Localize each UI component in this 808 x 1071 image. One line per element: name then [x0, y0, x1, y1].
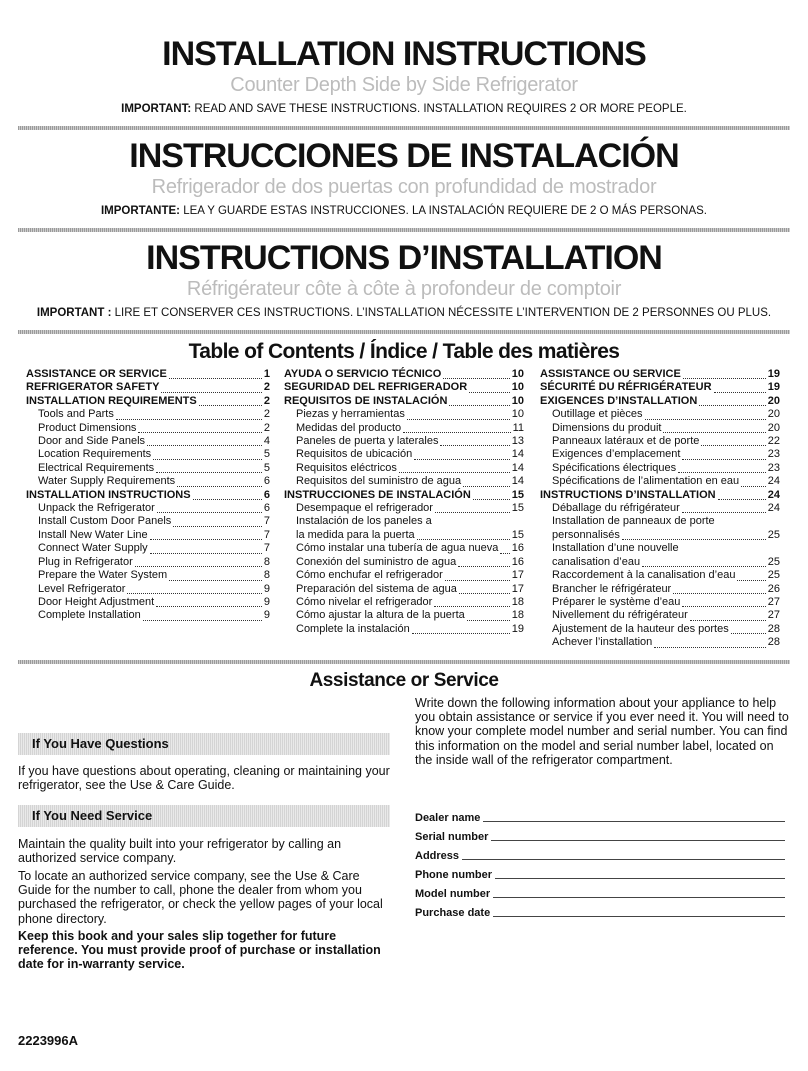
toc-entry-page: 8 [263, 555, 270, 568]
info-field-label: Phone number [415, 869, 493, 881]
toc-entry-page: 9 [263, 609, 270, 622]
dot-leader [678, 472, 766, 473]
dot-leader [150, 539, 262, 540]
toc-entry-label: Level Refrigerator [38, 582, 126, 595]
dot-leader [199, 405, 262, 406]
info-field-label: Serial number [415, 831, 489, 843]
dot-leader [135, 566, 262, 567]
toc-entry-page: 7 [263, 515, 270, 528]
toc-entry [26, 542, 270, 555]
toc-entry-page: 28 [767, 622, 780, 635]
divider [18, 126, 790, 130]
toc-entry-page: 25 [767, 528, 780, 541]
toc-entry [540, 636, 780, 649]
toc-entry [540, 515, 780, 528]
dot-leader [153, 459, 262, 460]
info-field-line[interactable] [493, 916, 785, 917]
dot-leader [467, 620, 510, 621]
dot-leader [435, 512, 510, 513]
subtitle-en: Counter Depth Side by Side Refrigerator [230, 74, 578, 96]
toc-entry-label: Preparación del sistema de agua [296, 582, 457, 595]
title-en: INSTALLATION INSTRUCTIONS [162, 35, 646, 73]
dot-leader [445, 580, 510, 581]
toc-entry-label: Requisitos del suministro de agua [296, 475, 462, 488]
dot-leader [138, 432, 261, 433]
dot-leader [682, 459, 765, 460]
toc-entry [26, 596, 270, 609]
dot-leader [412, 633, 510, 634]
dot-leader [414, 459, 510, 460]
toc-entry-label: Requisitos eléctricos [296, 461, 397, 474]
info-field-line[interactable] [493, 897, 785, 898]
toc-entry-label: Electrical Requirements [38, 461, 155, 474]
toc-entry-page: 9 [263, 595, 270, 608]
toc-entry-label: EXIGENCES D’INSTALLATION [540, 394, 698, 407]
toc-entry [540, 596, 780, 609]
toc-entry-label: Cómo instalar una tubería de agua nueva [296, 542, 499, 555]
toc-entry-page: 7 [263, 542, 270, 555]
info-field-line[interactable] [483, 821, 785, 822]
toc-entry-label: Plug in Refrigerator [38, 555, 133, 568]
toc-entry [284, 381, 524, 394]
dot-leader [177, 486, 262, 487]
toc-entry [284, 583, 524, 596]
toc-entry-page: 15 [511, 488, 524, 501]
dot-leader [440, 445, 509, 446]
toc-entry [26, 489, 270, 502]
toc-entry [26, 435, 270, 448]
assistance-title: Assistance or Service [309, 670, 499, 691]
toc-entry-page: 10 [511, 381, 524, 394]
toc-entry-page: 2 [263, 394, 270, 407]
toc-entry-page: 8 [263, 569, 270, 582]
toc-entry-page: 19 [511, 622, 524, 635]
toc-entry-label: Achever l’installation [552, 636, 653, 649]
header-en [18, 36, 790, 116]
toc-entry-label: Nivellement du réfrigérateur [552, 609, 688, 622]
dot-leader [458, 566, 510, 567]
dot-leader [116, 419, 262, 420]
toc-entry-label: Tools and Parts [38, 408, 114, 421]
toc-entry-label: Complete Installation [38, 609, 141, 622]
toc-entry-label: Prepare the Water System [38, 569, 168, 582]
dot-leader [473, 499, 510, 500]
toc-entry-label: Connect Water Supply [38, 542, 148, 555]
toc-entry-label: Cómo nivelar el refrigerador [296, 595, 433, 608]
important-en [18, 102, 790, 116]
info-text: Write down the following information about your appliance to help you obtain assistance or service if you ever need it. You will need to know your complete model number and serial number. You can find this information on the model and serial number label, located on the inside wall of the refrigerator compartment. [415, 696, 789, 767]
toc-entry-label: Installation d’une nouvelle [552, 542, 679, 555]
toc-entry-label: Complete la instalación [296, 622, 410, 635]
toc-entry [540, 542, 780, 555]
dot-leader [682, 512, 766, 513]
toc-entry-label: Panneaux latéraux et de porte [552, 435, 700, 448]
toc-entry-label: Requisitos de ubicación [296, 448, 413, 461]
toc-entry-page: 17 [511, 582, 524, 595]
info-field [415, 888, 785, 900]
toc-entry [540, 395, 780, 408]
toc-entry [26, 609, 270, 622]
toc-entry [540, 408, 780, 421]
toc-entry-label: REFRIGERATOR SAFETY [26, 381, 160, 394]
toc-entry-label: Préparer le système d’eau [552, 595, 681, 608]
toc-entry-page: 18 [511, 609, 524, 622]
toc-entry [284, 395, 524, 408]
toc-entry-page: 10 [511, 408, 524, 421]
dot-leader [403, 432, 510, 433]
toc-entry [26, 475, 270, 488]
toc-entry-label: Product Dimensions [38, 421, 137, 434]
toc-entry [540, 623, 780, 636]
toc-column-fr [540, 368, 780, 650]
toc-entry-page: 20 [767, 408, 780, 421]
toc-entry [26, 515, 270, 528]
toc-entry [284, 489, 524, 502]
important-label-es: IMPORTANTE: [100, 205, 180, 217]
toc-entry-label: SÉCURITÉ DU RÉFRIGÉRATEUR [540, 381, 712, 394]
toc-entry [284, 422, 524, 435]
toc-entry [284, 542, 524, 555]
toc-entry-page: 6 [263, 488, 270, 501]
toc-entry-label: Outillage et pièces [552, 408, 643, 421]
dot-leader [714, 392, 766, 393]
dot-leader [645, 419, 766, 420]
toc-entry-label: Instalación de los paneles a [296, 515, 432, 528]
info-field-label: Model number [415, 888, 491, 900]
dot-leader [161, 392, 261, 393]
toc-entry-page: 28 [767, 636, 780, 649]
info-field-label: Purchase date [415, 907, 491, 919]
toc-entry [26, 583, 270, 596]
toc-entry-page: 2 [263, 381, 270, 394]
info-field [415, 850, 785, 862]
important-es [18, 204, 790, 218]
dot-leader [699, 405, 765, 406]
toc-entry-label: INSTALLATION REQUIREMENTS [26, 394, 197, 407]
toc-entry-label: Door Height Adjustment [38, 595, 155, 608]
toc-entry [284, 502, 524, 515]
dot-leader [463, 486, 510, 487]
questions-heading [18, 733, 390, 755]
toc-entry-page: 24 [767, 488, 780, 501]
toc-entry-page: 5 [263, 461, 270, 474]
important-label-en: IMPORTANT: [121, 103, 192, 115]
toc-entry [26, 569, 270, 582]
dot-leader [156, 472, 262, 473]
toc-entry [284, 596, 524, 609]
toc-entry-page: 23 [767, 448, 780, 461]
toc-entry [540, 556, 780, 569]
dot-leader [169, 378, 262, 379]
toc-entry [284, 462, 524, 475]
toc-entry-page: 14 [511, 448, 524, 461]
toc-entry-label: Conexión del suministro de agua [296, 555, 457, 568]
toc-entry [540, 609, 780, 622]
toc-entry-label: Water Supply Requirements [38, 475, 176, 488]
important-fr [18, 306, 790, 320]
toc-entry-label: la medida para la puerta [296, 528, 415, 541]
toc-entry-page: 2 [263, 408, 270, 421]
toc-entry-page: 9 [263, 582, 270, 595]
toc-entry-label: Install Custom Door Panels [38, 515, 172, 528]
toc-entry-label: canalisation d’eau [552, 555, 641, 568]
dot-leader [173, 526, 262, 527]
toc-entry-page: 25 [767, 555, 780, 568]
toc-entry [540, 422, 780, 435]
toc-entry [540, 368, 780, 381]
toc-entry-label: Spécifications électriques [552, 461, 677, 474]
toc-entry-page: 5 [263, 448, 270, 461]
dot-leader [741, 486, 766, 487]
toc-entry [540, 381, 780, 394]
toc-entry [284, 515, 524, 528]
toc-entry-label: Déballage du réfrigérateur [552, 502, 680, 515]
dot-leader [673, 593, 766, 594]
toc-entry-page: 18 [511, 595, 524, 608]
info-field [415, 907, 785, 919]
toc-entry-label: Ajustement de la hauteur des portes [552, 622, 729, 635]
toc-entry [26, 381, 270, 394]
toc-entry-label: REQUISITOS DE INSTALACIÓN [284, 394, 448, 407]
toc-entry [540, 462, 780, 475]
dot-leader [143, 620, 262, 621]
toc-entry-page: 24 [767, 475, 780, 488]
service-heading [18, 805, 390, 827]
dot-leader [682, 606, 765, 607]
important-text-es: LEA Y GUARDE ESTAS INSTRUCCIONES. LA INSTALACIÓN REQUIERE DE 2 O MÁS PERSONAS. [180, 205, 708, 217]
toc-entry [26, 368, 270, 381]
toc-entry-label: Brancher le réfrigérateur [552, 582, 672, 595]
dot-leader [156, 606, 262, 607]
toc-column-es [284, 368, 524, 636]
info-field [415, 869, 785, 881]
divider [18, 228, 790, 232]
dot-leader [622, 539, 766, 540]
toc-entry-label: SEGURIDAD DEL REFRIGERADOR [284, 381, 468, 394]
toc-entry-label: Installation de panneaux de porte [552, 515, 715, 528]
toc-entry-page: 16 [511, 542, 524, 555]
document-number: 2223996A [18, 1033, 78, 1048]
toc-entry-page: 20 [767, 421, 780, 434]
toc-entry-label: ASSISTANCE OR SERVICE [26, 368, 167, 380]
toc-entry [284, 448, 524, 461]
header-fr [18, 240, 790, 320]
dot-leader [663, 432, 765, 433]
info-field-label: Address [415, 850, 460, 862]
questions-text: If you have questions about operating, cleaning or maintaining your refrigerator, see the Use & Care Guide. [18, 764, 390, 793]
toc-entry-page: 1 [263, 368, 270, 380]
toc-entry-page: 14 [511, 475, 524, 488]
toc-entry-page: 6 [263, 502, 270, 515]
toc-entry-page: 15 [511, 528, 524, 541]
dot-leader [737, 580, 765, 581]
toc-entry-page: 6 [263, 475, 270, 488]
toc-entry-page: 23 [767, 461, 780, 474]
header-es [18, 138, 790, 218]
toc-entry-label: Cómo ajustar la altura de la puerta [296, 609, 465, 622]
dot-leader [399, 472, 510, 473]
toc-entry [284, 408, 524, 421]
toc-entry-label: Paneles de puerta y laterales [296, 435, 439, 448]
toc-entry-label: Unpack the Refrigerator [38, 502, 155, 515]
toc-entry [284, 435, 524, 448]
toc-entry [540, 583, 780, 596]
dot-leader [718, 499, 766, 500]
toc-entry-page: 19 [767, 381, 780, 394]
toc-entry-label: Piezas y herramientas [296, 408, 405, 421]
toc-entry [26, 529, 270, 542]
toc-entry-page: 10 [511, 394, 524, 407]
toc-entry [540, 475, 780, 488]
subtitle-es: Refrigerador de dos puertas con profundidad de mostrador [151, 176, 657, 198]
toc-entry [540, 569, 780, 582]
toc-entry-page: 27 [767, 609, 780, 622]
subtitle-fr: Réfrigérateur côte à côte à profondeur de comptoir [186, 278, 622, 300]
toc-entry-label: Cómo enchufar el refrigerador [296, 569, 443, 582]
toc-entry-page: 22 [767, 435, 780, 448]
toc-entry [284, 623, 524, 636]
info-field-label: Dealer name [415, 812, 481, 824]
dot-leader [642, 566, 766, 567]
dot-leader [500, 553, 509, 554]
service-heading-label: If You Need Service [32, 808, 153, 823]
toc-entry [26, 408, 270, 421]
toc-entry-page: 15 [511, 502, 524, 515]
important-text-en: READ AND SAVE THESE INSTRUCTIONS. INSTALLATION REQUIRES 2 OR MORE PEOPLE. [191, 103, 687, 115]
toc-entry [26, 422, 270, 435]
title-es: INSTRUCCIONES DE INSTALACIÓN [129, 137, 679, 175]
service-text-bold: Keep this book and your sales slip together for future reference. You must provide proof of purchase or installation date for in-warranty service. [18, 929, 381, 972]
info-field [415, 812, 785, 824]
dot-leader [654, 647, 765, 648]
toc-title: Table of Contents / Índice / Table des matières [188, 340, 620, 363]
important-text-fr: LIRE ET CONSERVER CES INSTRUCTIONS. L’INSTALLATION NÉCESSITE L’INTERVENTION DE 2 PERSONNES OU PLUS. [111, 307, 772, 319]
dot-leader [443, 378, 509, 379]
toc-entry-label: Raccordement à la canalisation d’eau [552, 569, 736, 582]
questions-heading-label: If You Have Questions [32, 736, 169, 751]
toc-entry [284, 529, 524, 542]
toc-entry-page: 16 [511, 555, 524, 568]
important-label-fr: IMPORTANT : [36, 307, 112, 319]
toc-entry-page: 20 [767, 394, 780, 407]
info-field-line[interactable] [491, 840, 785, 841]
toc-entry-page: 13 [511, 435, 524, 448]
toc-entry [540, 448, 780, 461]
toc-entry-label: Desempaque el refrigerador [296, 502, 433, 515]
toc-entry-page: 10 [511, 368, 524, 380]
toc-entry-label: INSTALLATION INSTRUCTIONS [26, 488, 191, 501]
toc-entry [540, 435, 780, 448]
toc-entry [26, 502, 270, 515]
toc-entry-page: 25 [767, 569, 780, 582]
toc-entry-label: personnalisés [552, 528, 620, 541]
toc-entry [284, 475, 524, 488]
service-text-2: To locate an authorized service company, see the Use & Care Guide for the number to call, phone the dealer from whom you purchased the refrigerator, or check the yellow pages of your local phone directory. [18, 869, 383, 926]
dot-leader [193, 499, 262, 500]
toc-entry-page: 17 [511, 569, 524, 582]
dot-leader [683, 378, 766, 379]
dot-leader [701, 445, 765, 446]
dot-leader [147, 445, 262, 446]
info-field-line[interactable] [495, 878, 785, 879]
info-field [415, 831, 785, 843]
toc-entry [26, 556, 270, 569]
toc-entry [284, 609, 524, 622]
toc-entry-page: 27 [767, 595, 780, 608]
title-fr: INSTRUCTIONS D’INSTALLATION [146, 239, 662, 277]
dot-leader [407, 419, 510, 420]
toc-entry-label: INSTRUCTIONS D’INSTALLATION [540, 488, 716, 501]
toc-entry [284, 569, 524, 582]
toc-entry-page: 19 [767, 368, 780, 380]
dot-leader [127, 593, 261, 594]
toc-column-en [26, 368, 270, 623]
toc-entry [540, 502, 780, 515]
toc-entry [26, 448, 270, 461]
toc-entry-label: Door and Side Panels [38, 435, 146, 448]
dot-leader [459, 593, 510, 594]
toc-entry [540, 489, 780, 502]
dot-leader [690, 620, 766, 621]
dot-leader [169, 580, 262, 581]
dot-leader [731, 633, 766, 634]
divider [18, 660, 790, 664]
toc-entry-label: Dimensions du produit [552, 421, 662, 434]
dot-leader [157, 512, 262, 513]
toc-entry-label: ASSISTANCE OU SERVICE [540, 368, 681, 380]
toc-entry-page: 2 [263, 421, 270, 434]
dot-leader [417, 539, 510, 540]
toc-entry-label: Install New Water Line [38, 528, 148, 541]
service-text-1: Maintain the quality built into your refrigerator by calling an authorized service company. [18, 837, 342, 866]
toc-entry [284, 556, 524, 569]
dot-leader [449, 405, 509, 406]
toc-entry-page: 7 [263, 528, 270, 541]
dot-leader [434, 606, 509, 607]
toc-entry-label: Exigences d’emplacement [552, 448, 681, 461]
toc-entry-page: 11 [512, 421, 524, 434]
toc-entry-label: AYUDA O SERVICIO TÉCNICO [284, 368, 442, 380]
toc-entry-label: Medidas del producto [296, 421, 402, 434]
toc-entry-label: Location Requirements [38, 448, 152, 461]
toc-entry [26, 395, 270, 408]
divider [18, 330, 790, 334]
toc-entry-page: 14 [511, 461, 524, 474]
info-field-line[interactable] [462, 859, 785, 860]
toc-entry [284, 368, 524, 381]
toc-entry [540, 529, 780, 542]
toc-entry-page: 24 [767, 502, 780, 515]
toc-entry-label: Spécifications de l’alimentation en eau [552, 475, 740, 488]
dot-leader [150, 553, 262, 554]
toc-entry-label: INSTRUCCIONES DE INSTALACIÓN [284, 488, 471, 501]
toc-entry [26, 462, 270, 475]
toc-entry-page: 4 [263, 435, 270, 448]
dot-leader [469, 392, 510, 393]
toc-entry-page: 26 [767, 582, 780, 595]
